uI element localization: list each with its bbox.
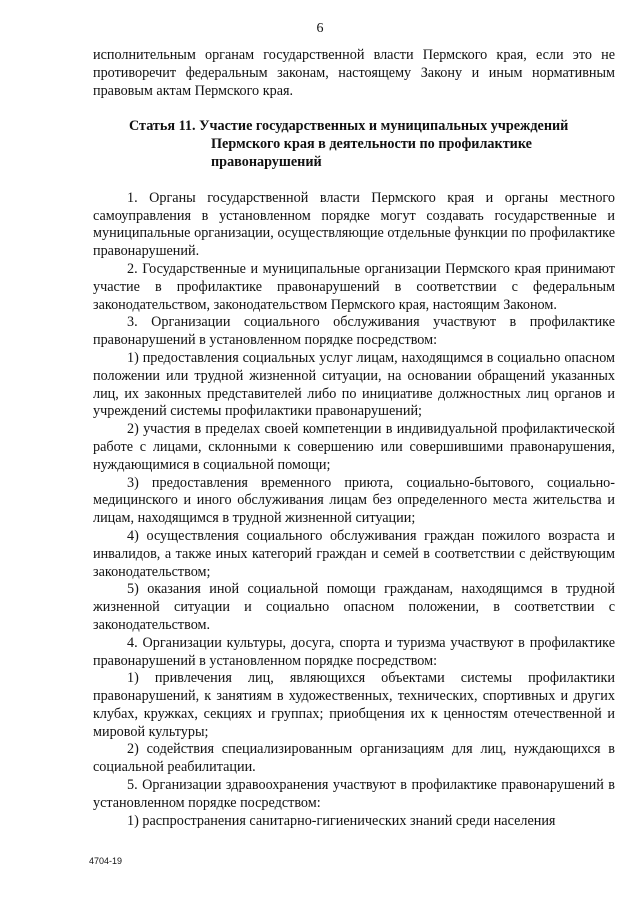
paragraph-4-item-2: 2) содействия специализированным организациям для лиц, нуждающихся в социальной реабилитации. [93, 741, 615, 776]
paragraph-5-item-1: 1) распространения санитарно-гигиенических знаний среди населения [127, 812, 556, 829]
article-heading [93, 118, 615, 171]
paragraph-3: 3. Организации социального обслуживания участвуют в профилактике правонарушений в установленном порядке посредством: [93, 314, 615, 349]
page-number: 6 [316, 21, 324, 36]
paragraph-3-item-2: 2) участия в пределах своей компетенции в индивидуальной профилактической работе с лицами, склонными к совершению или совершившими правонарушения, нуждающимися в социальной помощи; [93, 421, 615, 473]
article-heading-line-3: правонарушений [211, 153, 322, 170]
paragraph-1: 1. Органы государственной власти Пермского края и органы местного самоуправления в установленном порядке могут создавать государственные и муниципальные организации, осуществляющие отдельные функции по профилактике правонарушений. [93, 189, 615, 260]
paragraph-5: 5. Организации здравоохранения участвуют в профилактике правонарушений в установленном порядке посредством: [93, 777, 615, 811]
article-heading-line-2: Пермского края в деятельности по профилактике [211, 136, 532, 153]
document-body [93, 47, 615, 830]
paragraph-4: 4. Организации культуры, досуга, спорта и туризма участвуют в профилактике правонарушений в установленном порядке посредством: [93, 634, 615, 669]
intro-paragraph: исполнительным органам государственной власти Пермского края, если это не противоречит федеральным законам, настоящему Закону и иным нормативным правовым актам Пермского края. [93, 47, 615, 99]
paragraph-3-item-1: 1) предоставления социальных услуг лицам, находящимся в социально опасном положении или трудной жизненной ситуации, на основании обращений указанных лиц, их законных представителей либо по инициативе должностных лиц органов и учреждений системы профилактики правонарушений; [93, 349, 615, 420]
paragraph-2: 2. Государственные и муниципальные организации Пермского края принимают участие в профилактике правонарушений в соответствии с федеральным законодательством, законодательством Пермского края, настоящим Законом. [93, 260, 615, 313]
article-heading-line-1: Статья 11. Участие государственных и муниципальных учреждений [129, 118, 569, 135]
paragraph-4-item-1: 1) привлечения лиц, являющихся объектами системы профилактики правонарушений, к занятиям в художественных, технических, спортивных и других клубах, кружках, секциях и группах; приобщения их к ценностям отечественной и мировой культуры; [93, 670, 615, 740]
paragraph-3-item-3: 3) предоставления временного приюта, социально-бытового, социально-медицинского и иного обслуживания лицам без определенного места жительства и лицам, находящимся в трудной жизненной ситуации; [93, 474, 615, 527]
document-code: 4704-19 [89, 856, 123, 866]
paragraph-3-item-5: 5) оказания иной социальной помощи гражданам, находящимся в трудной жизненной ситуации и социально опасном положении, в соответствии с законодательством. [93, 581, 615, 633]
paragraph-3-item-4: 4) осуществления социального обслуживания граждан пожилого возраста и инвалидов, а также иных категорий граждан и семей в соответствии с действующим законодательством; [93, 527, 615, 580]
